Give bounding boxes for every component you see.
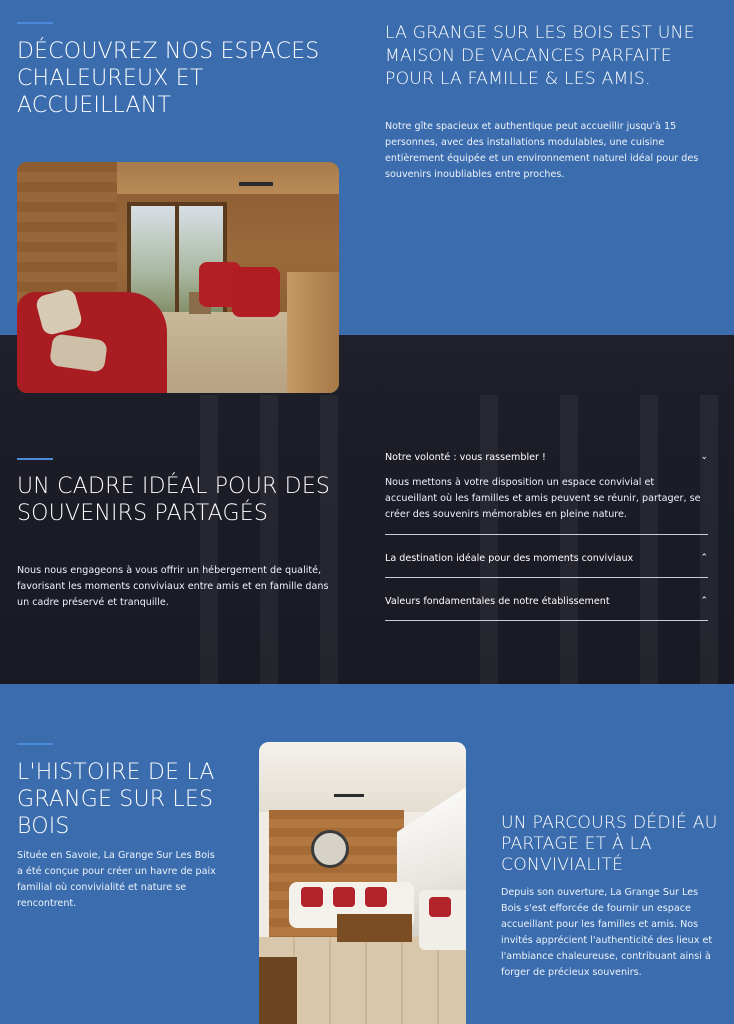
house-description: Notre gîte spacieux et authentique peut accueillir jusqu'à 15 personnes, avec des installations modulables, une cuisine entièrement équipée et un environnement naturel idéal pour des souvenirs inoubliables entre proches. [385, 121, 699, 180]
setting-description: Nous nous engageons à vous offrir un hébergement de qualité, favorisant les moments conviviaux entre amis et en famille dans un cadre préservé et tranquille. [17, 565, 329, 608]
house-heading: LA GRANGE SUR LES BOIS EST UNE MAISON DE VACANCES PARFAITE POUR LA FAMILLE & LES AMIS. [385, 23, 695, 89]
accordion-content: Nous mettons à votre disposition un espace convivial et accueillant où les familles et amis peuvent se réunir, partager, se créer des souvenirs mémorables en pleine nature. [385, 477, 701, 520]
history-description: Située en Savoie, La Grange Sur Les Bois a été conçue pour créer un havre de paix familial où convivialité et nature se rencontrent. [17, 850, 216, 909]
accordion-item-destination[interactable] [385, 553, 708, 567]
setting-heading: UN CADRE IDÉAL POUR DES SOUVENIRS PARTAGÉS [17, 474, 331, 526]
lounge-photo [259, 742, 466, 1024]
accent-line [17, 743, 53, 745]
accordion-title: La destination idéale pour des moments conviviaux [385, 553, 634, 564]
chevron-up-icon: ⌃ [700, 553, 708, 563]
accordion-title: Notre volonté : vous rassembler ! [385, 452, 546, 463]
journey-heading: UN PARCOURS DÉDIÉ AU PARTAGE ET À LA CONVIVIALITÉ [501, 813, 718, 875]
divider [385, 534, 708, 535]
accent-line [17, 458, 53, 460]
accordion-item-values[interactable] [385, 596, 708, 610]
spaces-heading: DÉCOUVREZ NOS ESPACES CHALEUREUX ET ACCUEILLANT [17, 39, 320, 118]
living-room-photo [17, 162, 339, 393]
chevron-down-icon: ⌄ [700, 452, 708, 462]
divider [385, 620, 708, 621]
accordion-title: Valeurs fondamentales de notre établissement [385, 596, 610, 607]
accordion-item-gather[interactable] [385, 452, 708, 466]
accent-line [17, 22, 53, 24]
history-heading: L'HISTOIRE DE LA GRANGE SUR LES BOIS [17, 760, 215, 839]
divider [385, 577, 708, 578]
journey-description: Depuis son ouverture, La Grange Sur Les Bois s'est efforcée de fournir un espace accueillant pour les familles et amis. Nos invités apprécient l'authenticité des lieux et l'ambiance chaleureuse, contribuant ainsi à forger de précieux souvenirs. [501, 887, 713, 978]
chevron-up-icon: ⌃ [700, 596, 708, 606]
